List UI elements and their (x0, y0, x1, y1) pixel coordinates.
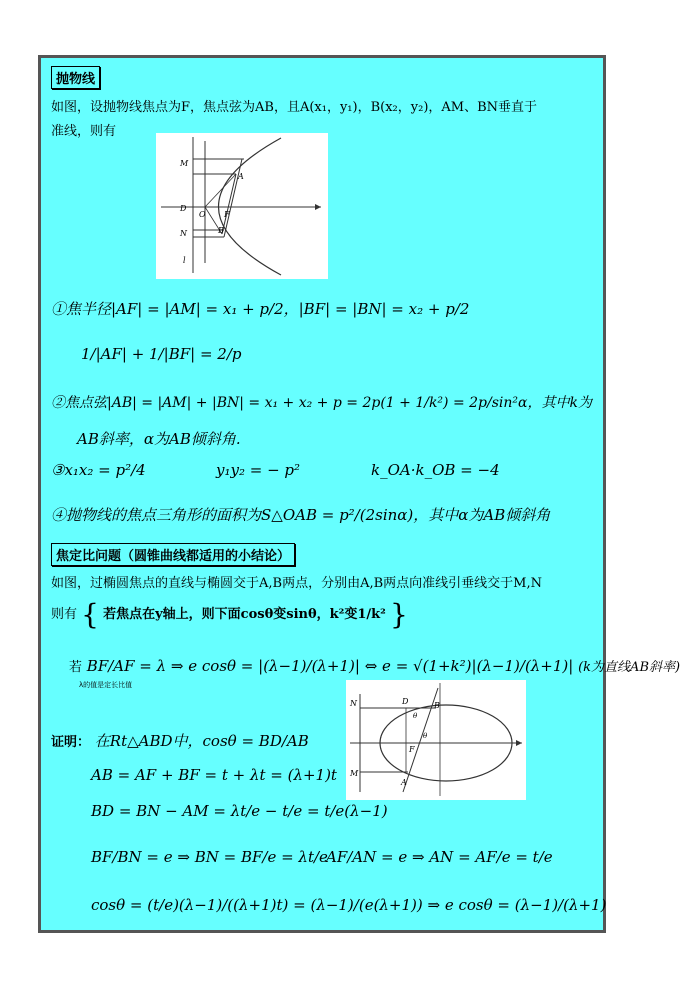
proof-l4b: AF/AN = e ⇒ AN = AF/e = t/e (326, 848, 553, 866)
fig1-label-A: A (238, 172, 244, 181)
fig2-label-theta1: θ (413, 712, 418, 720)
fig2-label-N: N (350, 699, 357, 708)
fig1-label-B: B (218, 226, 224, 235)
item2-b: AB斜率，α为AB倾斜角. (77, 430, 241, 448)
ratio-underbrace: λ的值是定长比值 (79, 681, 133, 689)
item4: ④抛物线的焦点三角形的面积为S△OAB = p²/(2sinα)，其中α为AB倾斜角 (51, 506, 551, 524)
fig1-label-N: N (180, 229, 187, 238)
ratio-line (69, 656, 680, 675)
item2-line-a (51, 392, 592, 412)
fig2-label-B: B (434, 701, 440, 710)
item1-line-a (51, 298, 469, 319)
proof-l2: AB = AF + BF = t + λt = (λ+1)t (91, 766, 337, 784)
section2-intro2-prefix: 则有 (51, 607, 78, 622)
item3-a: ③x₁x₂ = p²/4 (51, 461, 146, 479)
item2-line-b (77, 428, 241, 449)
proof-l4a: BF/BN = e ⇒ BN = BF/e = λt/e (91, 848, 328, 866)
fig1-label-F: F (224, 210, 230, 219)
fig2-label-M: M (350, 769, 359, 778)
ellipse-figure (346, 680, 526, 800)
parabola-diagram (156, 133, 328, 279)
ratio-note: (k为直线AB斜率) (578, 660, 680, 675)
item1-a: ①焦半径|AF| = |AM| = x₁ + p/2，|BF| = |BN| = x₂ + p/2 (51, 300, 470, 318)
fig2-label-D: D (402, 697, 409, 706)
fig2-label-A: A (401, 778, 407, 787)
ratio-formula: BF/AF = λ ⇒ e cosθ = |(λ−1)/(λ+1)| ⇔ e = √(1+k²)|(λ−1)/(λ+1)| (86, 657, 574, 675)
item3-b: y₁y₂ = − p² (216, 461, 301, 479)
left-brace: { (81, 598, 99, 631)
fig2-label-F: F (409, 745, 415, 754)
fig1-label-O: O (199, 210, 206, 219)
parabola-figure (156, 133, 328, 279)
section2-intro2-brace: 若焦点在y轴上，则下面cosθ变sinθ，k²变1/k² (103, 607, 386, 622)
item1-line-b (81, 345, 242, 363)
ellipse-diagram (346, 680, 526, 800)
section2-intro-line2 (51, 598, 408, 631)
proof-l1: 在Rt△ABD中，cosθ = BD/AB (94, 732, 309, 750)
proof-line1 (51, 730, 309, 751)
proof-l5: cosθ = (t/e)(λ−1)/((λ+1)t) = (λ−1)/(e(λ+1)) ⇒ e cosθ = (λ−1)/(λ+1) (91, 896, 607, 914)
section1-title: 抛物线 (51, 66, 100, 89)
proof-label: 证明： (51, 735, 91, 750)
ratio-prefix: 若 (69, 660, 83, 675)
section1-intro-line2: 准线，则有 (51, 124, 117, 139)
fig1-label-M: M (180, 159, 189, 168)
item2-a: ②焦点弦|AB| = |AM| + |BN| = x₁ + x₂ + p = 2p(1 + 1/k²) = 2p/sin²α，其中k为 (51, 395, 592, 411)
proof-l3: BD = BN − AM = λt/e − t/e = t/e(λ−1) (91, 802, 388, 820)
section2-title: 焦定比问题（圆锥曲线都适用的小结论） (51, 543, 295, 566)
section2-intro-line1: 如图，过椭圆焦点的直线与椭圆交于A,B两点，分别由A,B两点向准线引垂线交于M,N (51, 576, 542, 591)
section1-intro-line1: 如图，设抛物线焦点为F，焦点弦为AB，且A(x₁，y₁)，B(x₂，y₂)，AM、BN垂直于 (51, 100, 538, 115)
fig2-label-theta2: θ (423, 732, 428, 740)
fig1-label-l: l (183, 256, 186, 265)
item1-b: 1/|AF| + 1/|BF| = 2/p (81, 345, 242, 363)
content-panel (38, 55, 680, 933)
fig1-label-D: D (180, 204, 187, 213)
right-brace: } (389, 598, 408, 631)
item3-c: k_OA·k_OB = −4 (371, 461, 500, 479)
